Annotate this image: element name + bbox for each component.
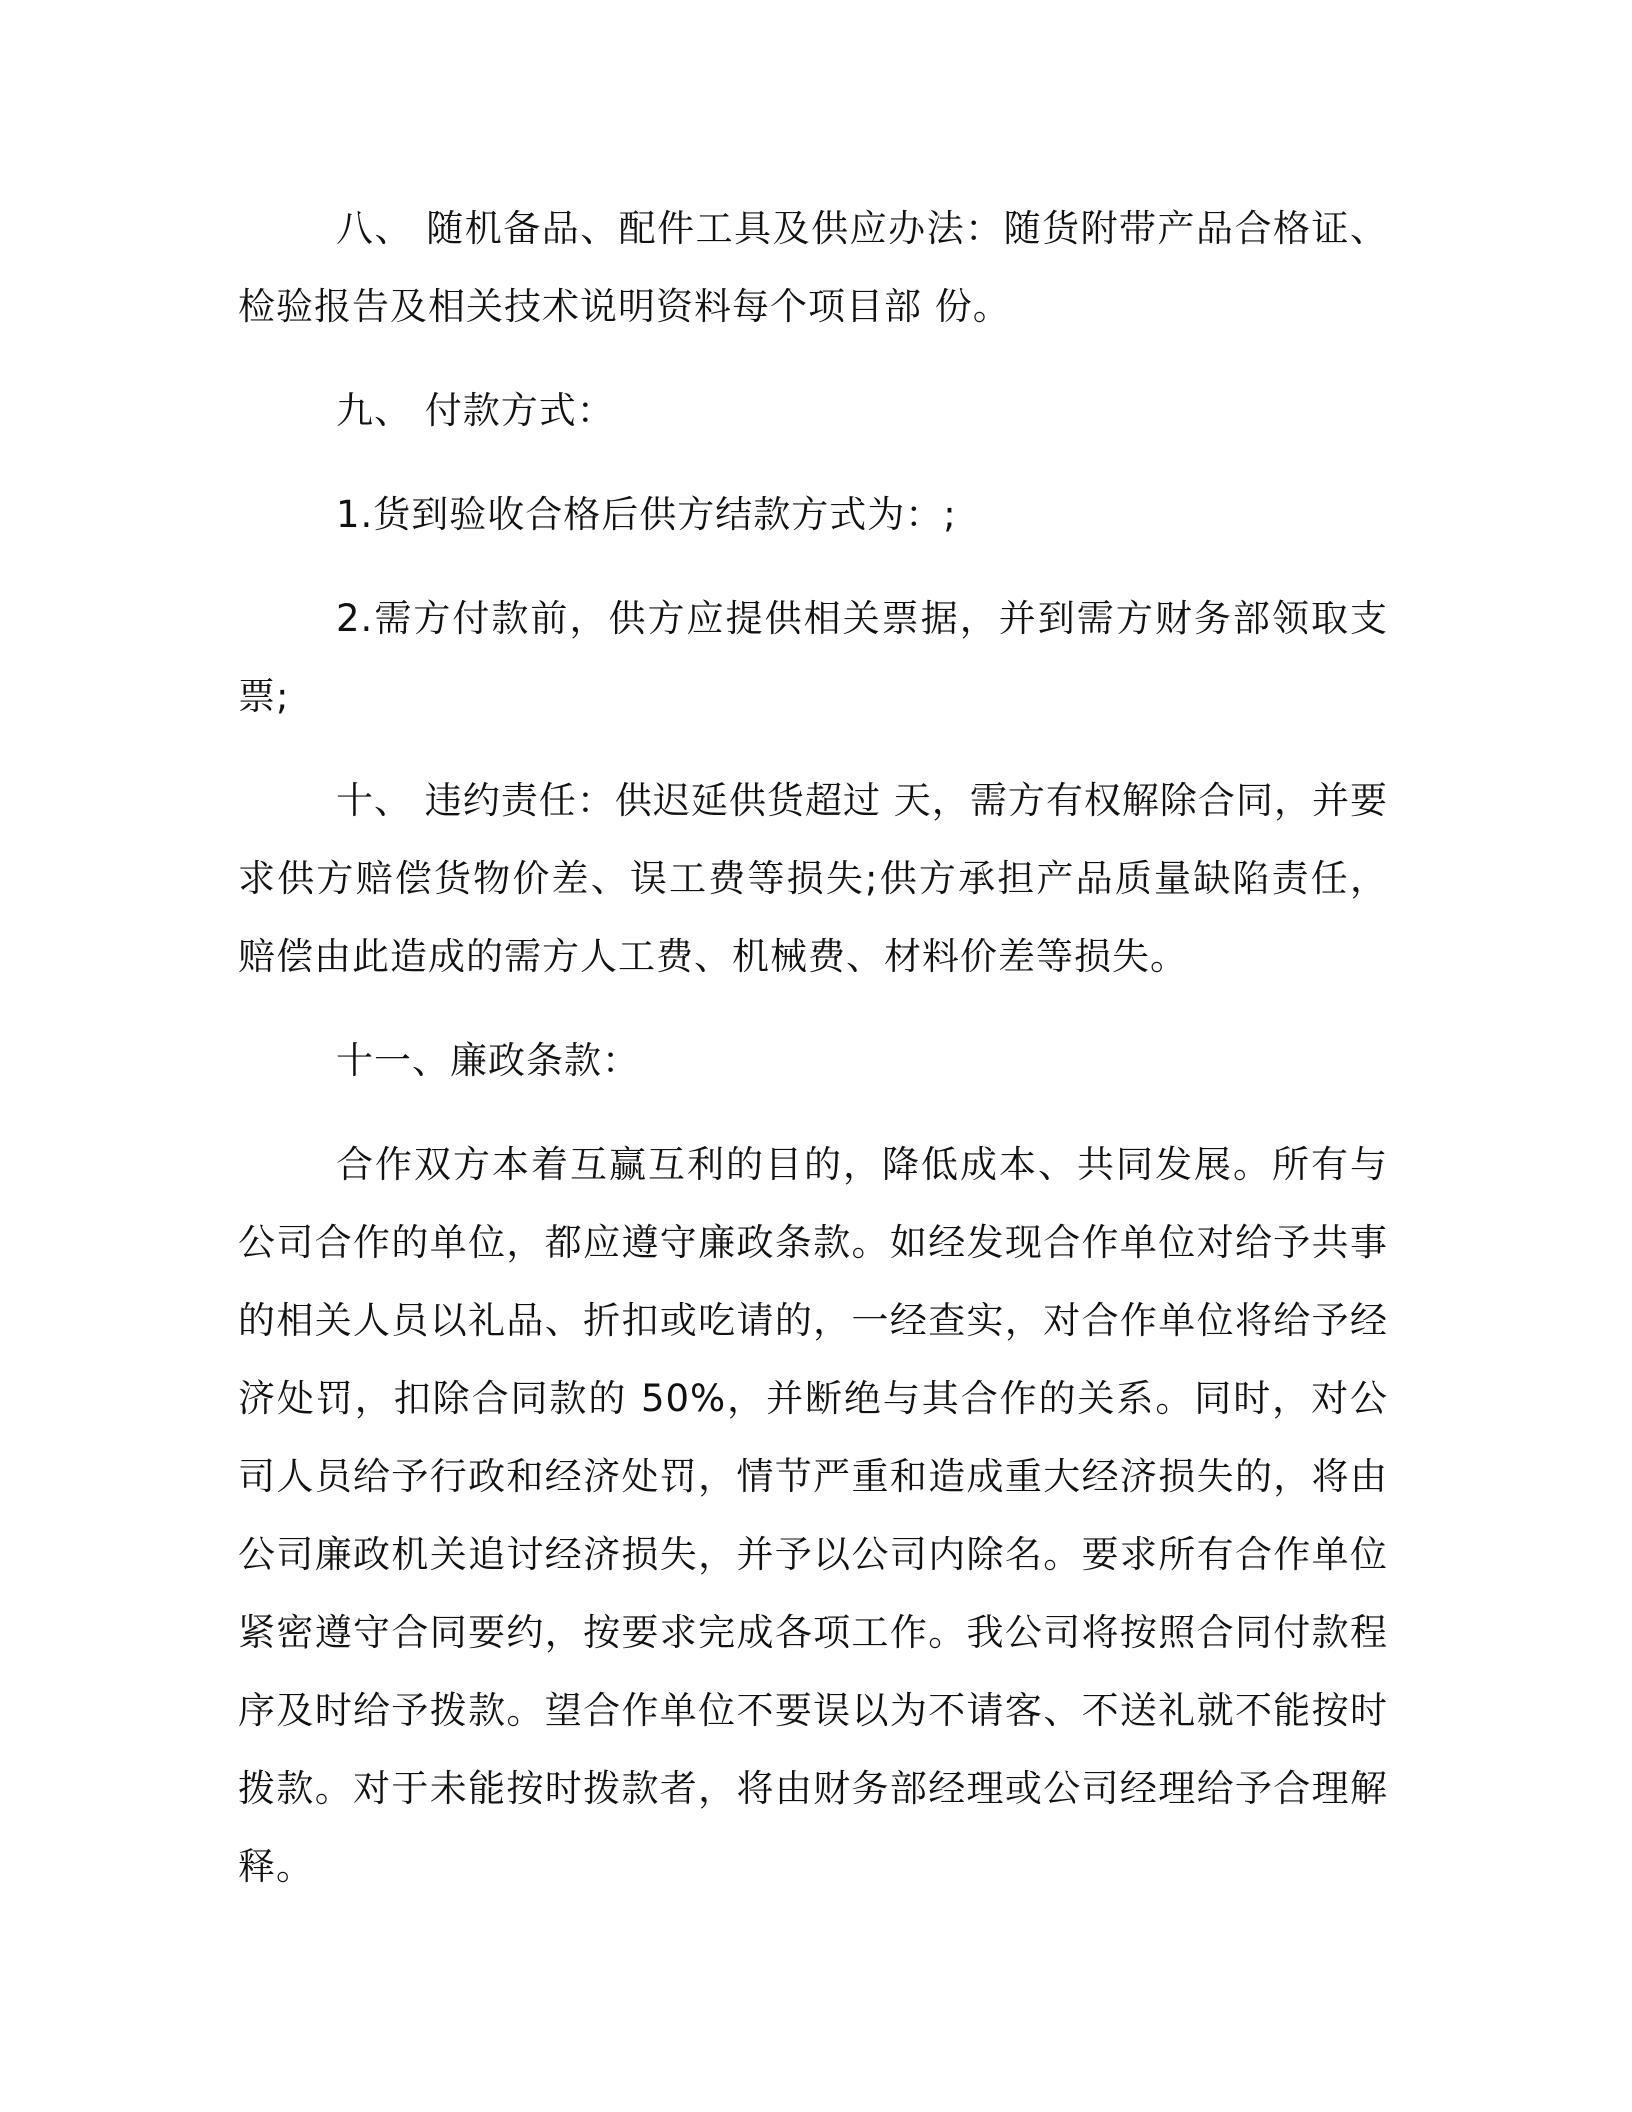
paragraph-payment-method-heading: 九、 付款方式： (336, 389, 615, 432)
document-body (238, 190, 1388, 1932)
paragraph-breach-liability: 十、 违约责任：供迟延供货超过 天，需方有权解除合同，并要求供方赔偿货物价差、误工费等损失;供方承担产品质量缺陷责任，赔偿由此造成的需方人工费、机械费、材料价差等损失。 (238, 779, 1388, 978)
paragraph-integrity-heading: 十一、廉政条款： (336, 1039, 640, 1082)
paragraph-payment-term-1: 1.货到验收合格后供方结款方式为：; (336, 493, 957, 536)
paragraph-payment-term-2: 2.需方付款前，供方应提供相关票据，并到需方财务部领取支票; (238, 597, 1388, 718)
paragraph-accessories-supply: 八、 随机备品、配件工具及供应办法：随货附带产品合格证、检验报告及相关技术说明资料每个项目部 份。 (238, 207, 1388, 328)
paragraph-integrity-clause: 合作双方本着互赢互利的目的，降低成本、共同发展。所有与公司合作的单位，都应遵守廉政条款。如经发现合作单位对给予共事的相关人员以礼品、折扣或吃请的，一经查实，对合作单位将给予经济处罚，扣除合同款的 50%，并断绝与其合作的关系。同时，对公司人员给予行政和经济处罚，情节严重和造成重大经济损失的，将由公司廉政机关追讨经济损失，并予以公司内除名。要求所有合作单位紧密遵守合同要约，按要求完成各项工作。我公司将按照合同付款程序及时给予拨款。望合作单位不要误以为不请客、不送礼就不能按时拨款。对于未能按时拨款者，将由财务部经理或公司经理给予合理解释。 (238, 1143, 1388, 1888)
